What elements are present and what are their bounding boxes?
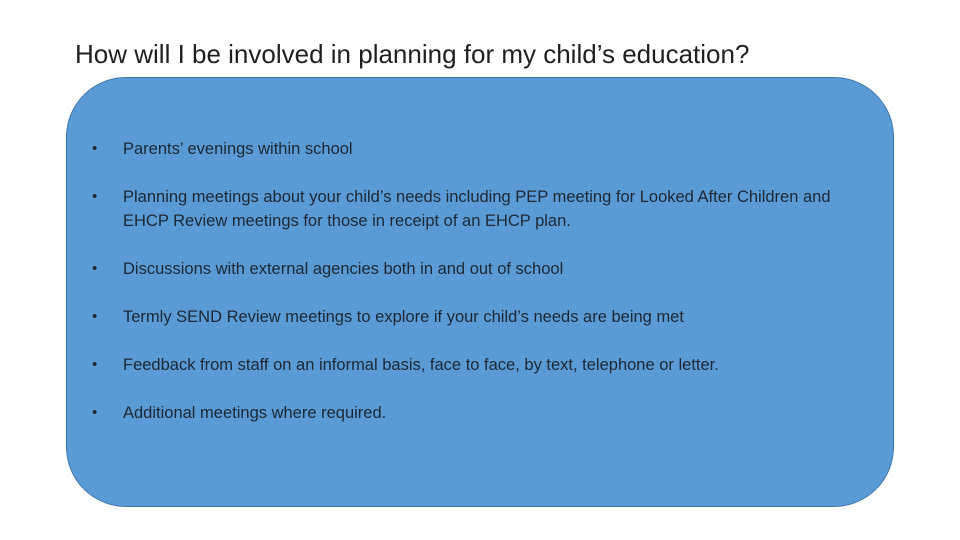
bullet-text: Discussions with external agencies both in and out of school <box>123 260 564 278</box>
bullet-item-external-agencies <box>91 257 851 281</box>
bullet-text: Planning meetings about your child’s needs including PEP meeting for Looked After Children and EHCP Review meetings for those in receipt of an EHCP plan. <box>123 188 831 230</box>
bullet-item-send-review <box>91 305 851 329</box>
bullet-text: Feedback from staff on an informal basis, face to face, by text, telephone or letter. <box>123 356 719 374</box>
bullet-icon: • <box>92 404 98 421</box>
bullet-item-staff-feedback <box>91 353 851 377</box>
bullet-icon: • <box>92 140 98 157</box>
bullet-icon: • <box>92 188 98 205</box>
bullet-text: Additional meetings where required. <box>123 404 387 422</box>
bullet-icon: • <box>92 260 98 277</box>
bullet-list <box>91 137 851 425</box>
bullet-text: Parents’ evenings within school <box>123 140 353 158</box>
bullet-icon: • <box>92 356 98 373</box>
bullet-text: Termly SEND Review meetings to explore if your child’s needs are being met <box>123 308 684 326</box>
bullet-item-additional-meetings <box>91 401 851 425</box>
bullet-icon: • <box>92 308 98 325</box>
content-box <box>66 77 894 507</box>
slide-title: How will I be involved in planning for my child’s education? <box>75 39 750 69</box>
bullet-item-parents-evenings <box>91 137 851 161</box>
bullet-item-planning-meetings <box>91 185 851 233</box>
